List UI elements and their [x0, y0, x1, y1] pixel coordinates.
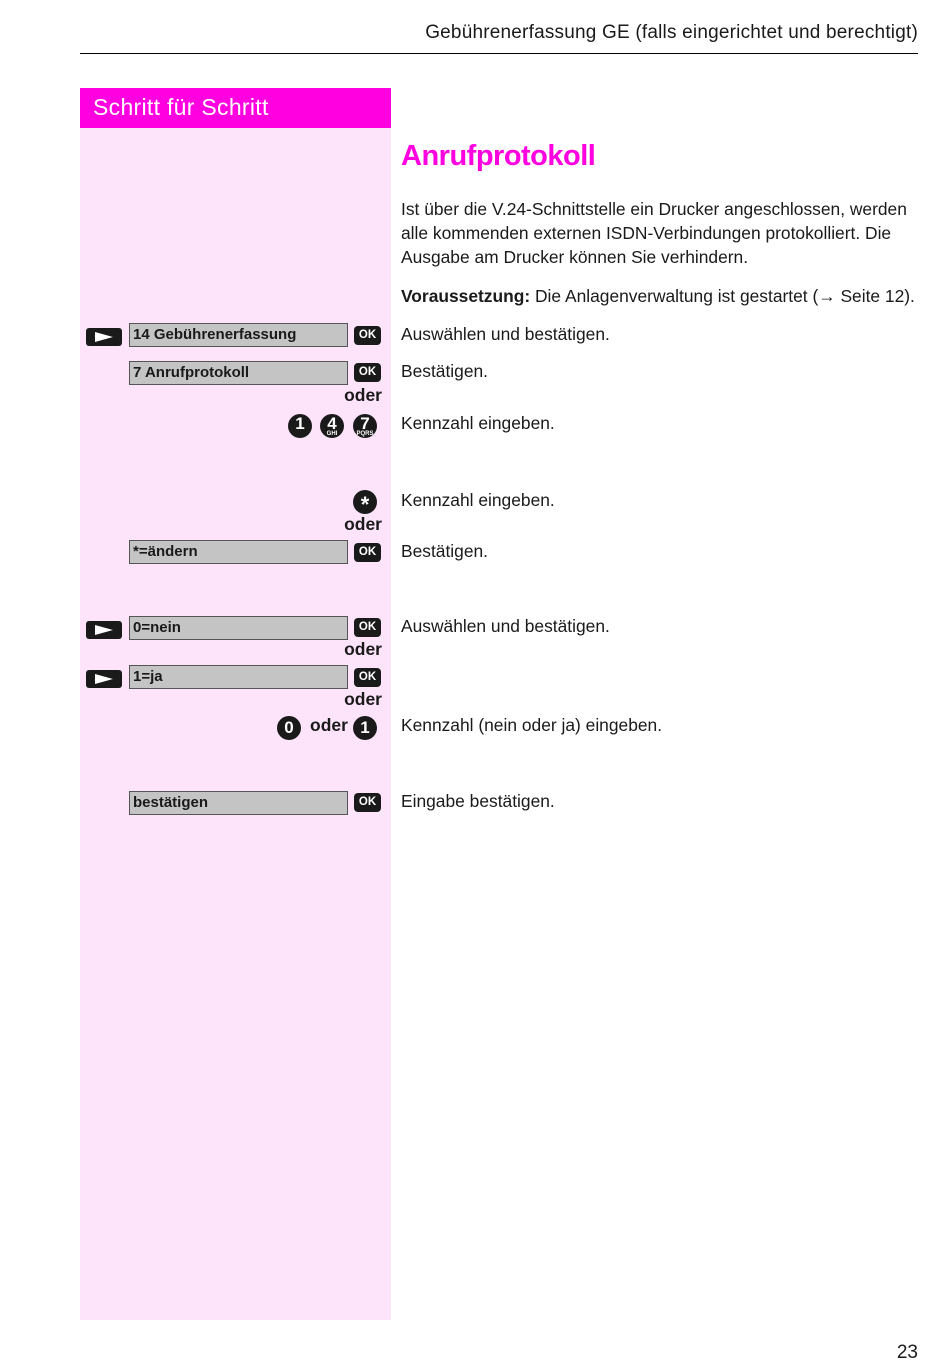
- digit-key-0[interactable]: 0: [277, 716, 301, 740]
- display-aendern[interactable]: *=ändern: [129, 540, 348, 564]
- running-header: Gebührenerfassung GE (falls eingerichtet und berechtigt): [425, 22, 918, 43]
- oder-label: oder: [344, 639, 382, 659]
- display-ja[interactable]: 1=ja: [129, 665, 348, 689]
- oder-label: oder: [344, 514, 382, 534]
- oder-label: oder: [344, 689, 382, 709]
- ok-key[interactable]: OK: [354, 543, 381, 562]
- prerequisite-label: Voraussetzung:: [401, 286, 531, 306]
- display-anrufprotokoll[interactable]: 7 Anrufprotokoll: [129, 361, 348, 385]
- display-gebuehrenerfassung[interactable]: 14 Gebührenerfassung: [129, 323, 348, 347]
- scroll-arrow-icon[interactable]: [86, 621, 122, 639]
- digit-label: 7: [360, 414, 370, 433]
- scroll-arrow-icon[interactable]: [86, 670, 122, 688]
- page-number: 23: [896, 1342, 918, 1363]
- star-key[interactable]: *: [353, 490, 377, 514]
- ok-key[interactable]: OK: [354, 363, 381, 382]
- scroll-arrow-icon[interactable]: [86, 328, 122, 346]
- ok-key[interactable]: OK: [354, 326, 381, 345]
- digit-key-4[interactable]: [320, 414, 344, 438]
- digit-label: 1: [295, 414, 305, 433]
- step-description: Kennzahl eingeben.: [401, 490, 555, 510]
- step-column-heading: Schritt für Schritt: [80, 88, 391, 128]
- prerequisite: [401, 284, 921, 308]
- prerequisite-text: Die Anlagenverwaltung ist gestartet (: [535, 286, 819, 306]
- display-bestaetigen[interactable]: bestätigen: [129, 791, 348, 815]
- digit-key-1[interactable]: [288, 414, 312, 438]
- ok-key[interactable]: OK: [354, 668, 381, 687]
- display-nein[interactable]: 0=nein: [129, 616, 348, 640]
- step-description: Auswählen und bestätigen.: [401, 324, 610, 344]
- step-description: Auswählen und bestätigen.: [401, 616, 610, 636]
- step-description: Kennzahl eingeben.: [401, 413, 555, 433]
- oder-label: oder: [344, 385, 382, 405]
- oder-label: oder: [310, 715, 348, 735]
- digit-key-1[interactable]: 1: [353, 716, 377, 740]
- step-description: Bestätigen.: [401, 361, 489, 381]
- digit-label: 4: [327, 414, 337, 433]
- ok-key[interactable]: OK: [354, 793, 381, 812]
- digit-letters: PQRS: [356, 431, 374, 437]
- digit-letters: GHI: [326, 431, 338, 437]
- ok-key[interactable]: OK: [354, 618, 381, 637]
- step-description: Bestätigen.: [401, 541, 489, 561]
- page-ref-arrow-icon: →: [818, 286, 836, 306]
- section-title: Anrufprotokoll: [401, 140, 596, 172]
- header-rule: [80, 53, 918, 54]
- intro-paragraph: Ist über die V.24-Schnittstelle ein Drucker angeschlossen, werden alle kommenden externen ISDN-Verbindungen protokolliert. Die Ausgabe am Drucker können Sie verhindern.: [401, 199, 907, 267]
- prerequisite-page-ref[interactable]: Seite 12).: [835, 286, 915, 306]
- step-description: Eingabe bestätigen.: [401, 791, 555, 811]
- digit-key-7[interactable]: [353, 414, 377, 438]
- step-description: Kennzahl (nein oder ja) eingeben.: [401, 715, 663, 735]
